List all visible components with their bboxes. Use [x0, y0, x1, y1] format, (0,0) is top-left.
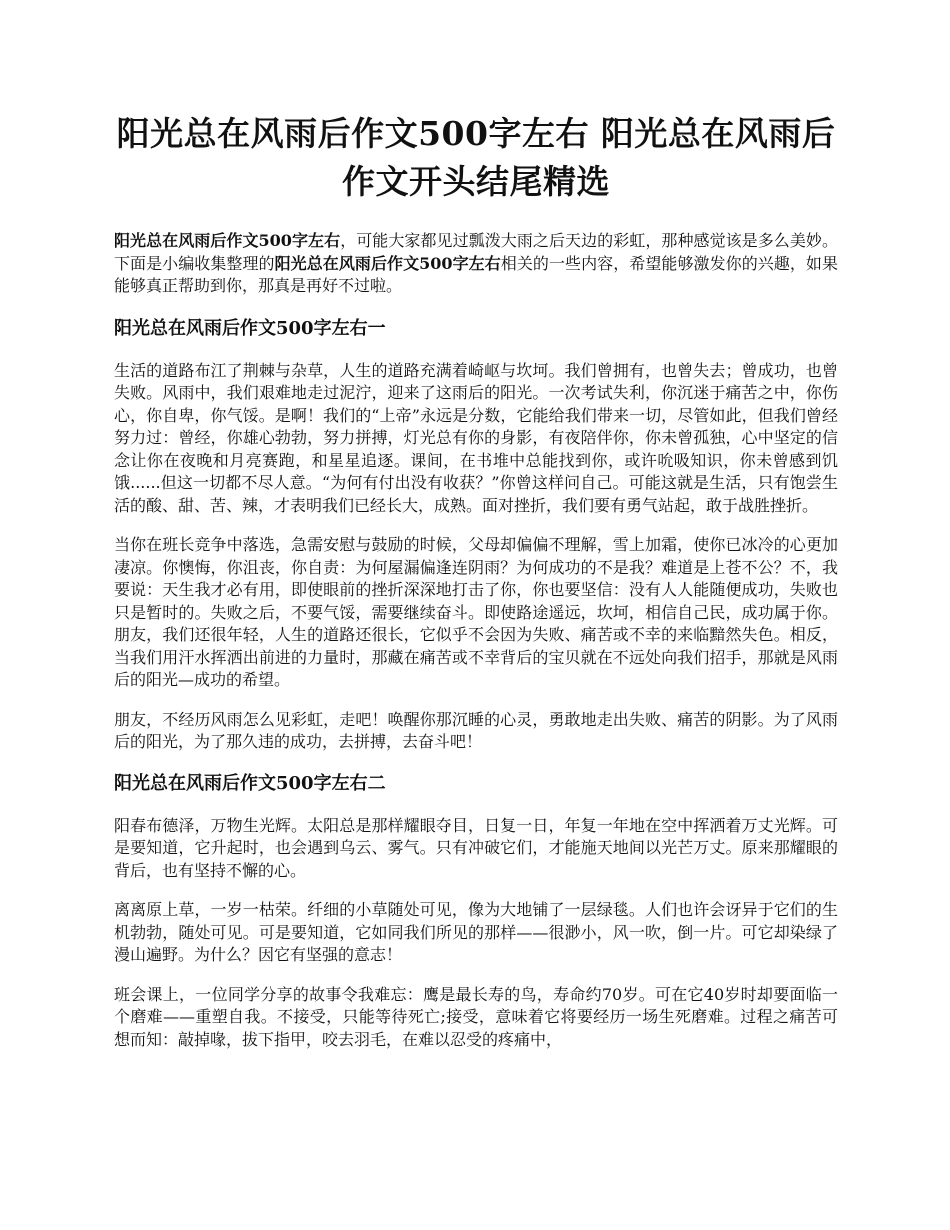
section-2-paragraph-3: 班会课上，一位同学分享的故事令我难忘：鹰是最长寿的鸟，寿命约70岁。可在它40岁时却要面临一个磨难——重塑自我。不接受，只能等待死亡;接受，意味着它将要经历一场生死磨难。过程之痛苦可想而知：敲掉喙，拔下指甲，咬去羽毛，在难以忍受的疼痛中， — [114, 984, 838, 1049]
section-heading-1: 阳光总在风雨后作文500字左右一 — [114, 317, 386, 339]
section-heading-2: 阳光总在风雨后作文500字左右二 — [114, 772, 386, 794]
intro-bold-mid: 阳光总在风雨后作文500字左右 — [274, 253, 501, 273]
intro-text-2: 相关的一些内容，希望能够激发你的兴趣，如果能够真正帮助到你，那真是再好不过啦。 — [114, 253, 838, 295]
section-1-paragraph-3: 朋友，不经历风雨怎么见彩虹，走吧！唤醒你那沉睡的心灵，勇敢地走出失败、痛苦的阴影。为了风雨后的阳光，为了那久违的成功，去拼搏，去奋斗吧！ — [114, 709, 838, 751]
document-title: 阳光总在风雨后作文500字左右 阳光总在风雨后作文开头结尾精选 — [116, 114, 836, 201]
section-1-paragraph-2: 当你在班长竞争中落选，急需安慰与鼓励的时候，父母却偏偏不理解，雪上加霜，使你已冰冷的心更加凄凉。你懊悔，你沮丧，你自责：为何屋漏偏逢连阴雨？为何成功的不是我？难道是上苍不公？不，我要说：天生我才必有用，即使眼前的挫折深深地打击了你，你也要坚信：没有人人能随便成功，失败也只是暂时的。失败之后，不要气馁，需要继续奋斗。即使路途遥远，坎坷，相信自己民，成功属于你。朋友，我们还很年轻，人生的道路还很长，它似乎不会因为失败、痛苦或不幸的来临黯然失色。相反，当我们用汗水挥洒出前进的力量时，那藏在痛苦或不幸背后的宝贝就在不远处向我们招手，那就是风雨后的阳光—成功的希望。 — [114, 535, 838, 689]
section-2-paragraph-2: 离离原上草，一岁一枯荣。纤细的小草随处可见，像为大地铺了一层绿毯。人们也许会讶异于它们的生机勃勃，随处可见。可是要知道，它如同我们所见的那样——很渺小，风一吹，倒一片。可它却染绿了漫山遍野。为什么？因它有坚强的意志！ — [114, 900, 838, 964]
intro-bold-lead: 阳光总在风雨后作文500字左右 — [114, 231, 341, 250]
intro-paragraph — [114, 230, 838, 298]
intro-text-1: ，可能大家都见过瓢泼大雨之后天边的彩虹，那种感觉该是多么美妙。下面是小编收集整理的 — [114, 231, 838, 273]
section-2-paragraph-1: 阳春布德泽，万物生光辉。太阳总是那样耀眼夺目，日复一日，年复一年地在空中挥洒着万丈光辉。可是要知道，它升起时，也会遇到乌云、雾气。只有冲破它们，才能施天地间以光芒万丈。原来那耀眼的背后，也有坚持不懈的心。 — [114, 815, 838, 880]
document-page — [114, 110, 838, 1068]
section-1-paragraph-1: 生活的道路布江了荆棘与杂草，人生的道路充满着崎岖与坎坷。我们曾拥有，也曾失去；曾成功，也曾失败。风雨中，我们艰难地走过泥泞，迎来了这雨后的阳光。一次考试失利，你沉迷于痛苦之中，你伤心，你自卑，你气馁。是啊！我们的“上帝”永远是分数，它能给我们带来一切，尽管如此，但我们曾经努力过：曾经，你雄心勃勃，努力拼搏，灯光总有你的身影，有夜陪伴你，你未曾孤独，心中坚定的信念让你在夜晚和月亮赛跑，和星星追逐。课间，在书堆中总能找到你，或许吮吸知识，你未曾感到饥饿......但这一切都不尽人意。“为何有付出没有收获？”你曾这样问自己。可能这就是生活，只有饱尝生活的酸、甜、苦、辣，才表明我们已经长大，成熟。面对挫折，我们要有勇气站起，敢于战胜挫折。 — [114, 360, 838, 515]
